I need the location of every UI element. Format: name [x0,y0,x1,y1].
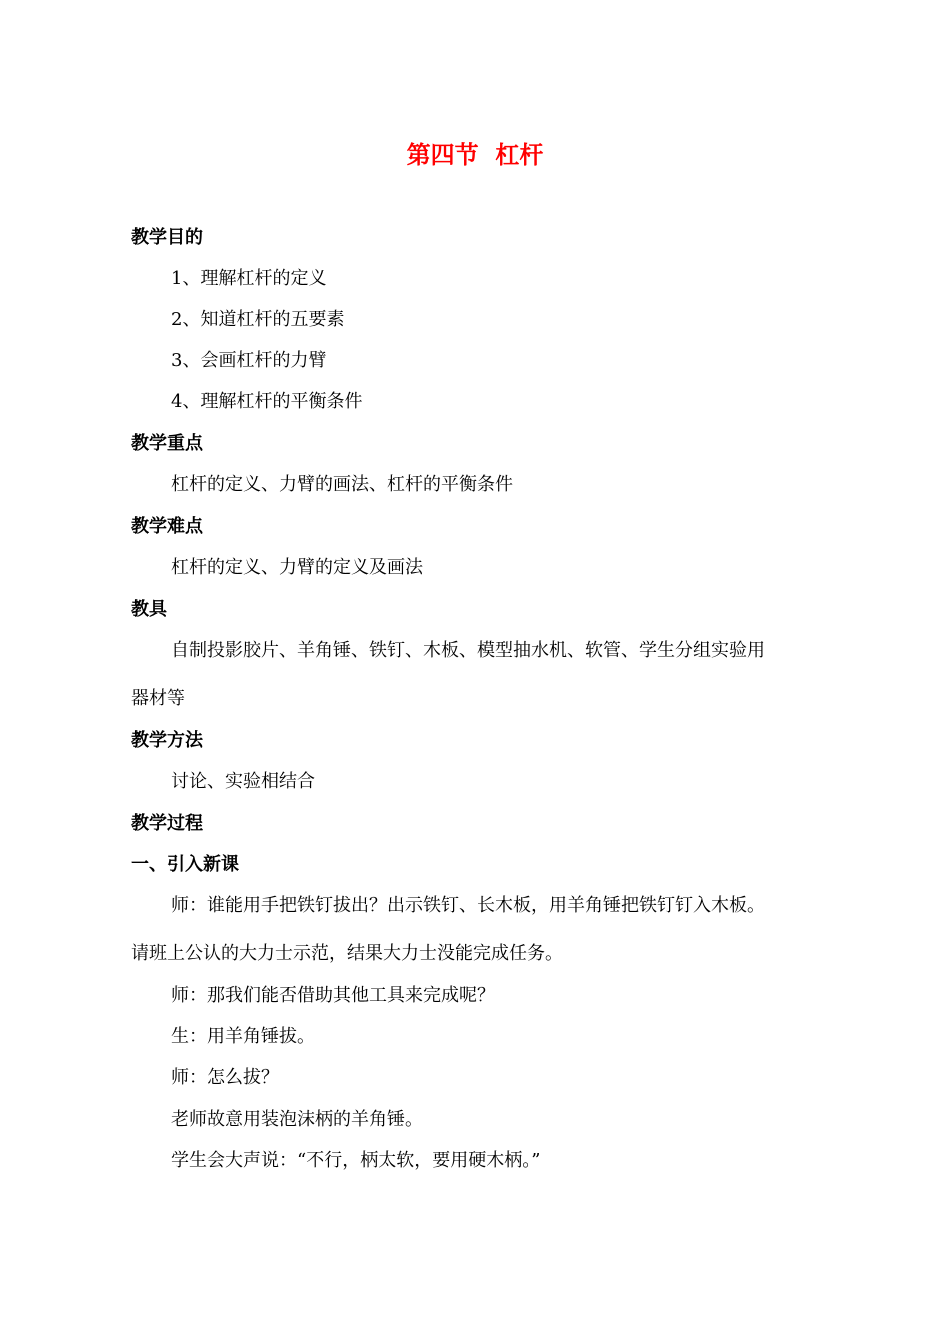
objective-item-2: 2、知道杠杆的五要素 [171,309,345,330]
tools-text-line2: 器材等 [131,688,185,709]
process-heading: 教学过程 [131,813,203,834]
tools-heading: 教具 [131,599,167,620]
objective-item-4: 4、理解杠杆的平衡条件 [171,391,363,412]
objectives-heading: 教学目的 [131,227,203,248]
tools-text-line1: 自制投影胶片、羊角锤、铁钉、木板、模型抽水机、软管、学生分组实验用 [171,640,765,661]
difficulties-text: 杠杆的定义、力臂的定义及画法 [171,557,423,578]
methods-heading: 教学方法 [131,730,203,751]
key-points-heading: 教学重点 [131,433,203,454]
methods-text: 讨论、实验相结合 [171,771,315,792]
difficulties-heading: 教学难点 [131,516,203,537]
page-title: 第四节 杠杆 [406,141,544,169]
dialogue-line-3: 师：怎么拔？ [171,1067,279,1088]
process-para1-line2: 请班上公认的大力士示范，结果大力士没能完成任务。 [131,943,563,964]
dialogue-line-2: 生：用羊角锤拔。 [171,1026,315,1047]
dialogue-line-4: 老师故意用装泡沫柄的羊角锤。 [171,1109,423,1130]
objective-item-3: 3、会画杠杆的力臂 [171,350,327,371]
objective-item-1: 1、理解杠杆的定义 [171,268,327,289]
key-points-text: 杠杆的定义、力臂的画法、杠杆的平衡条件 [171,474,513,495]
process-para1-line1: 师：谁能用手把铁钉拔出？出示铁钉、长木板，用羊角锤把铁钉钉入木板。 [171,895,765,916]
dialogue-line-1: 师：那我们能否借助其他工具来完成呢？ [171,985,495,1006]
dialogue-line-5: 学生会大声说：“不行，柄太软，要用硬木柄。” [171,1150,541,1171]
intro-subheading: 一、引入新课 [131,854,239,875]
